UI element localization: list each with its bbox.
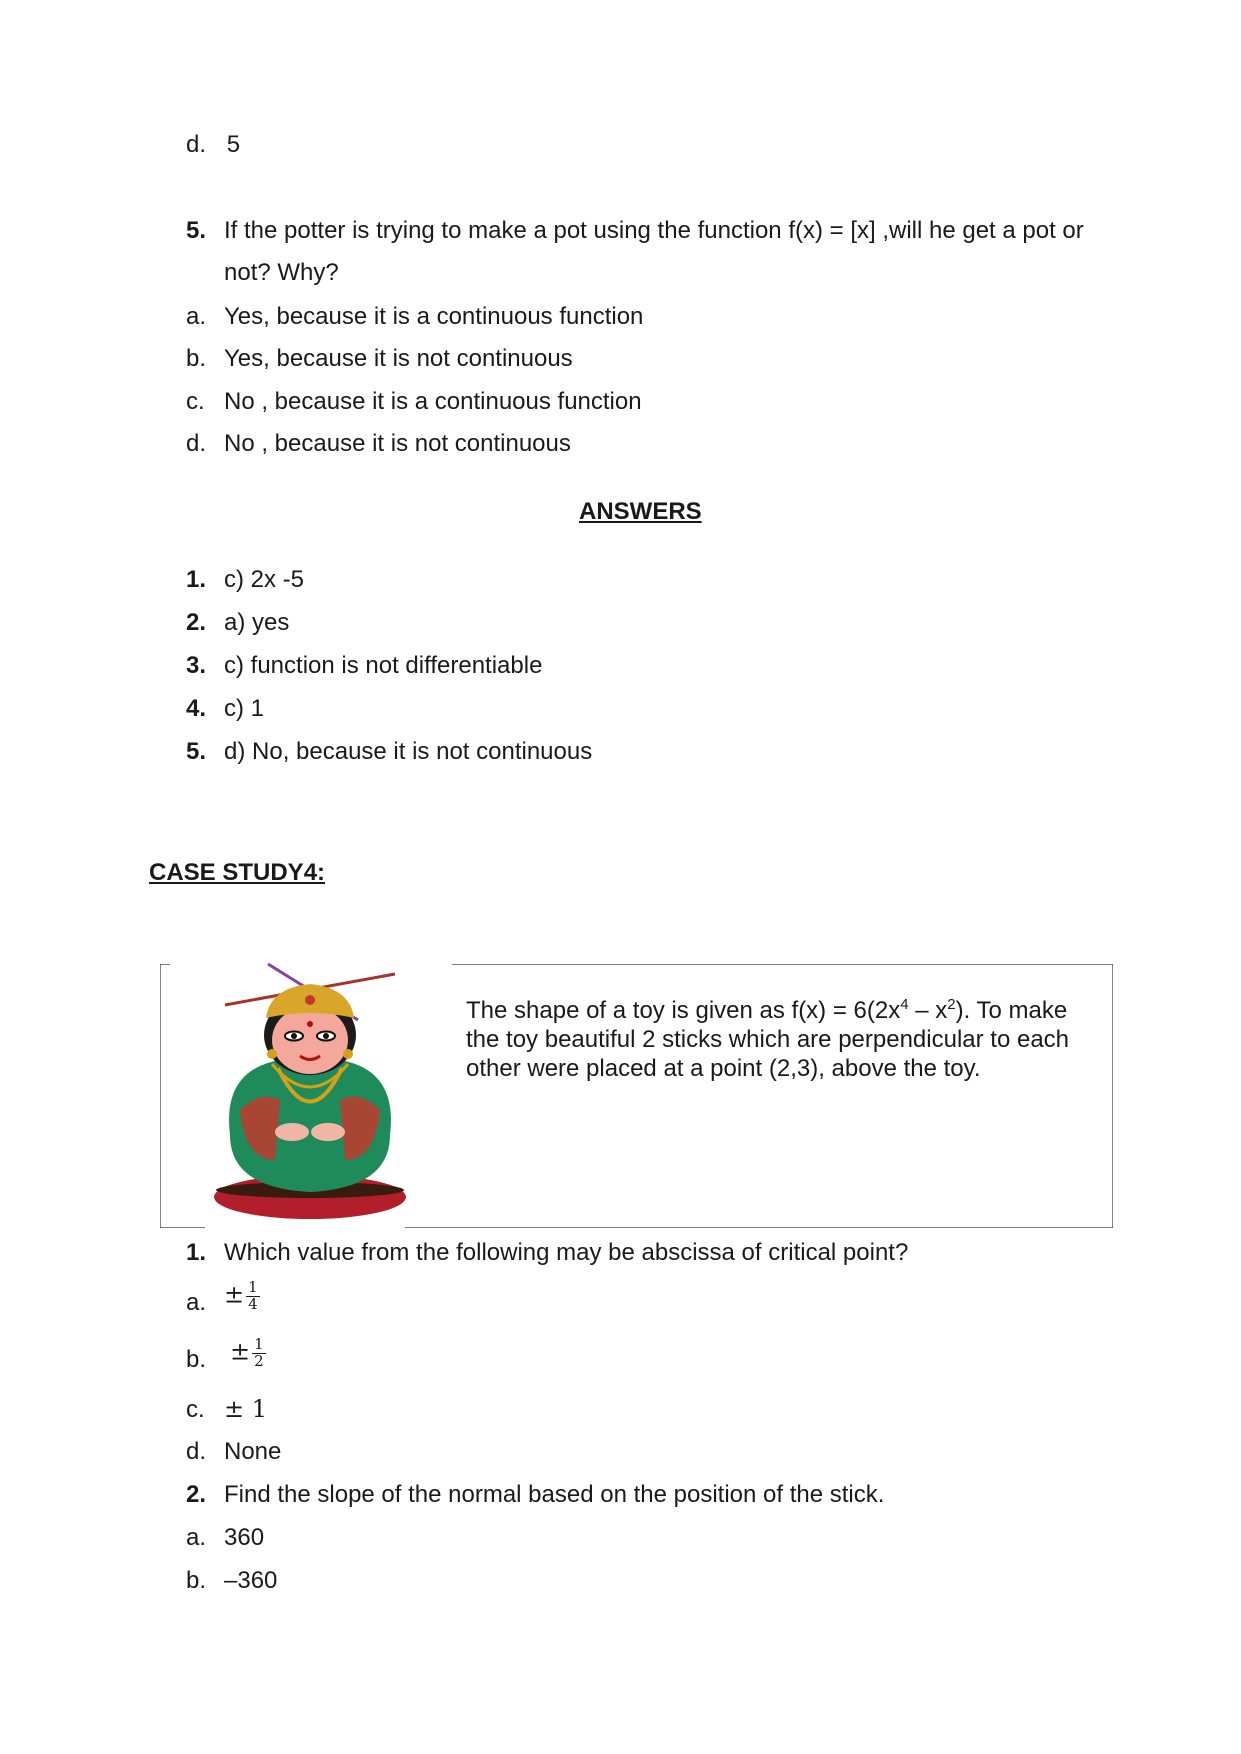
q5-text-line1: If the potter is trying to make a pot using the function f(x) = [x] ,will he get a pot or: [224, 217, 1084, 244]
option-label: d.: [186, 131, 207, 158]
q5-option-d-text: No , because it is not continuous: [224, 430, 571, 457]
q5-number: 5.: [186, 217, 207, 244]
cs-q1-option-d: d.: [186, 1438, 207, 1465]
q4-option-d: [186, 133, 240, 157]
cs-q2-number: 2.: [186, 1481, 207, 1508]
cs-q1-option-c: c.: [186, 1396, 205, 1423]
option-text: 5: [226, 131, 241, 158]
answer-number: 4.: [186, 695, 207, 722]
cs-q1-option-b-value: ± $\frac{1}{2}$: [230, 1335, 264, 1370]
cs-q1-option-d-text: None: [224, 1438, 282, 1465]
answer-number: 3.: [186, 652, 207, 679]
q5-option-c: c.: [186, 388, 205, 415]
answer-number: 2.: [186, 609, 207, 636]
cs-q1-option-a-value: ± $\frac{1}{4}$: [224, 1278, 258, 1313]
q5-text-line2: not? Why?: [224, 259, 339, 286]
cs-q2-option-b-text: –360: [224, 1567, 278, 1594]
toy-doll-image: [200, 960, 420, 1230]
q5-option-d: d.: [186, 430, 207, 457]
cs-q2-option-b: b.: [186, 1567, 207, 1594]
q5-option-b: b.: [186, 345, 207, 372]
answer-text: a) yes: [224, 609, 290, 636]
answer-number: 5.: [186, 738, 207, 765]
case-study-intro: The shape of a toy is given as $f(x) = 6(2x^4 - x^2)$. To make the toy beautiful 2 sticks which are perpendicular to each other were placed at a point (2,3), above the toy.: [466, 996, 1070, 1082]
cs-q1-option-a: a.: [186, 1289, 207, 1316]
cs-q1-option-b: b.: [186, 1346, 207, 1373]
q5-option-b-text: Yes, because it is not continuous: [224, 345, 573, 372]
q5-option-a: [186, 305, 206, 329]
answer-text: c) 2x -5: [224, 566, 305, 593]
cs-q2-text: Find the slope of the normal based on the position of the stick.: [224, 1481, 885, 1508]
q5-option-a-text: Yes, because it is a continuous function: [224, 303, 644, 330]
q5-option-c-text: No , because it is a continuous function: [224, 388, 642, 415]
answer-number: 1.: [186, 566, 207, 593]
cs-q1-text: Which value from the following may be abscissa of critical point?: [224, 1239, 909, 1266]
answers-heading: ANSWERS: [579, 498, 702, 525]
cs-q2-option-a-text: 360: [224, 1524, 265, 1551]
cs-q2-option-a: a.: [186, 1524, 207, 1551]
cs-q1-option-c-value: ± 1: [224, 1395, 268, 1423]
option-label: a.: [186, 303, 207, 330]
cs-q1-number: 1.: [186, 1239, 207, 1266]
answer-text: c) 1: [224, 695, 265, 722]
answer-text: d) No, because it is not continuous: [224, 738, 593, 765]
case-study-heading: CASE STUDY4:: [149, 859, 326, 886]
answer-text: c) function is not differentiable: [224, 652, 543, 679]
